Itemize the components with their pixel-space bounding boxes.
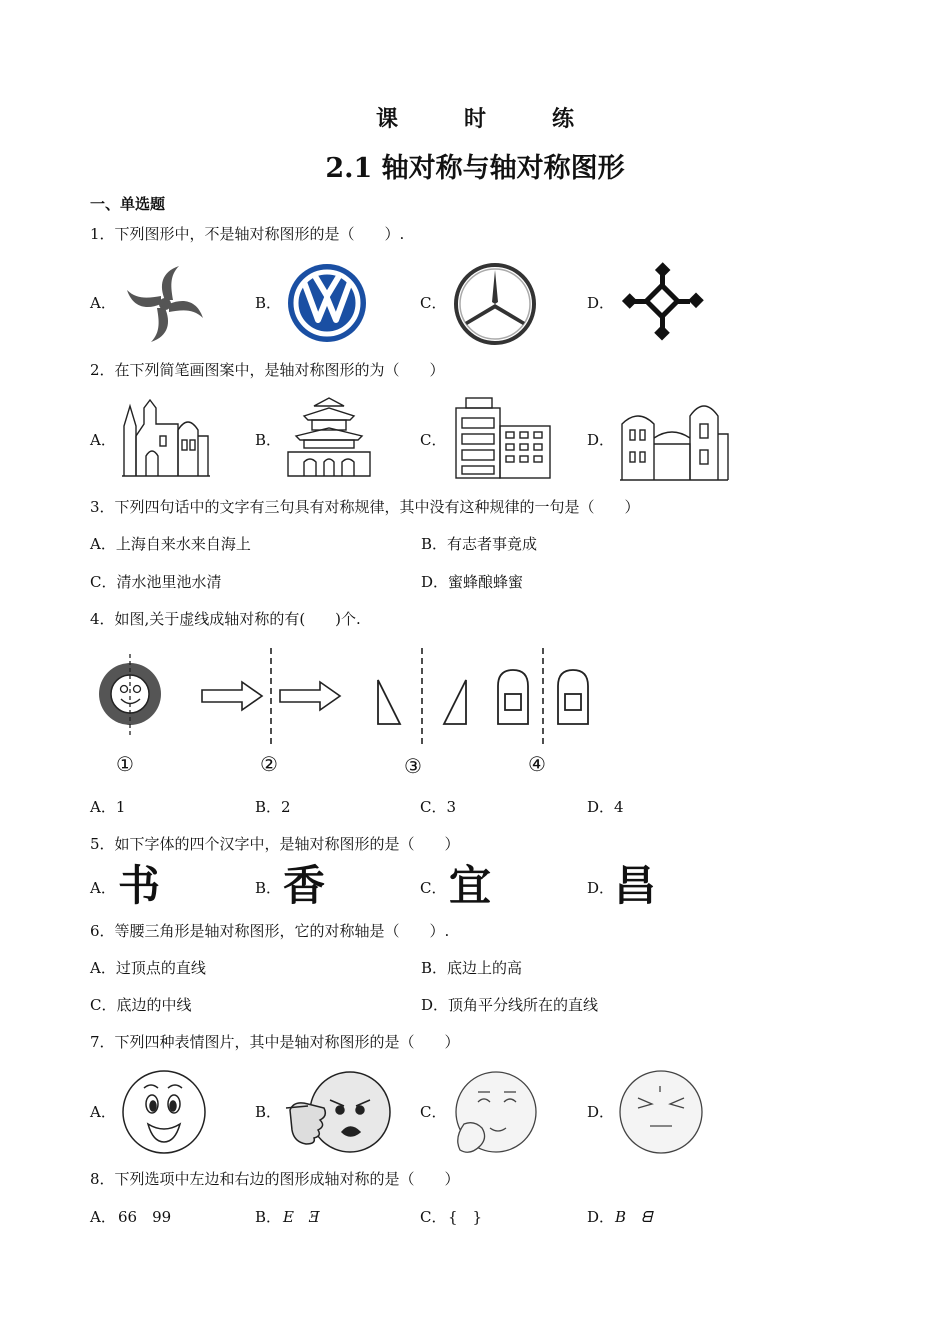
castle-sketch-icon [120, 396, 212, 482]
squinting-face-icon [616, 1068, 706, 1158]
q8-option-b-label[interactable]: B． [255, 1208, 282, 1226]
q5-option-c-label[interactable]: C． [420, 879, 447, 897]
q7-option-d-label[interactable]: D． [587, 1103, 615, 1121]
mercedes-logo-icon [452, 262, 538, 346]
section-heading: 一、单选题 [90, 195, 166, 213]
q1-option-c-label[interactable]: C． [420, 294, 447, 312]
pagoda-sketch-icon [284, 396, 374, 482]
q6-option-b[interactable]: B．底边上的高 [421, 959, 523, 977]
q1-option-d-label[interactable]: D． [587, 294, 615, 312]
triangles-figure [378, 648, 466, 744]
q4-option-b[interactable]: B．2 [255, 798, 291, 816]
q4-figure-label-4: ④ [528, 752, 546, 776]
question-3-stem: 3．下列四句话中的文字有三句具有对称规律，其中没有这种规律的一句是（ ） [90, 498, 640, 516]
pinwheel-icon [120, 262, 210, 346]
diamond-cross-icon [620, 262, 706, 342]
q4-figure-label-2: ② [260, 752, 278, 776]
q2-option-b-label[interactable]: B． [255, 431, 282, 449]
page-title: 课 时 练 [375, 106, 596, 132]
question-4-stem: 4．如图,关于虚线成轴对称的有( )个. [90, 610, 361, 628]
q2-option-c-label[interactable]: C． [420, 431, 447, 449]
q5-char-chang: 昌 [614, 861, 657, 910]
q6-option-c[interactable]: C．底边的中线 [90, 996, 192, 1014]
q4-option-c[interactable]: C．3 [420, 798, 457, 816]
q3-option-b[interactable]: B．有志者事竟成 [421, 535, 538, 553]
q3-option-d[interactable]: D．蜜蜂酿蜂蜜 [421, 573, 524, 591]
laughing-face-icon [450, 1068, 540, 1158]
arches-figure [498, 648, 588, 744]
q8-option-b-value: E Ǝ [283, 1208, 320, 1226]
q7-option-a-label[interactable]: A． [90, 1103, 116, 1121]
q7-option-c-label[interactable]: C． [420, 1103, 447, 1121]
q8-option-a-label[interactable]: A． [90, 1208, 116, 1226]
q8-option-c-label[interactable]: C． [420, 1208, 447, 1226]
q4-option-d[interactable]: D．4 [587, 798, 624, 816]
q2-option-d-label[interactable]: D． [587, 431, 615, 449]
question-8-stem: 8．下列选项中左边和右边的图形成轴对称的是（ ） [90, 1170, 460, 1188]
q8-option-c-value: { } [448, 1208, 483, 1226]
q5-option-a-label[interactable]: A． [90, 879, 116, 897]
office-building-sketch-icon [452, 396, 556, 482]
q3-option-a[interactable]: A．上海自来水来自海上 [90, 535, 251, 553]
bridge-towers-sketch-icon [618, 394, 730, 484]
smiling-face-icon [120, 1068, 208, 1156]
q6-option-d[interactable]: D．顶角平分线所在的直线 [421, 996, 599, 1014]
q7-option-b-label[interactable]: B． [255, 1103, 282, 1121]
question-1-stem: 1．下列图形中，不是轴对称图形的是（ ）. [90, 225, 405, 243]
lesson-title: 2.1 轴对称与轴对称图形 [325, 153, 625, 184]
q2-option-a-label[interactable]: A． [90, 431, 116, 449]
q8-option-d-label[interactable]: D． [587, 1208, 615, 1226]
q4-figure-label-3: ③ [404, 754, 422, 778]
q8-option-a-value: 66 99 [118, 1208, 172, 1226]
angry-pointing-face-icon [284, 1070, 396, 1160]
q5-char-yi: 宜 [449, 861, 492, 910]
q5-option-d-label[interactable]: D． [587, 879, 615, 897]
q5-char-shu: 书 [118, 861, 161, 910]
question-2-stem: 2．在下列简笔画图案中，是轴对称图形的为（ ） [90, 361, 445, 379]
q4-figure-label-1: ① [116, 752, 134, 776]
question-5-stem: 5．如下字体的四个汉字中，是轴对称图形的是（ ） [90, 835, 460, 853]
question-6-stem: 6．等腰三角形是轴对称图形，它的对称轴是（ ）. [90, 922, 450, 940]
ring-face-figure [99, 654, 161, 736]
q4-figure [96, 646, 606, 750]
arrows-figure [202, 648, 340, 744]
q1-option-a-label[interactable]: A． [90, 294, 116, 312]
q5-char-xiang: 香 [283, 861, 326, 910]
q5-option-b-label[interactable]: B． [255, 879, 282, 897]
q6-option-a[interactable]: A．过顶点的直线 [90, 959, 206, 977]
question-7-stem: 7．下列四种表情图片，其中是轴对称图形的是（ ） [90, 1033, 460, 1051]
q8-option-d-value: B ᗺ [615, 1208, 652, 1226]
q4-option-a[interactable]: A．1 [90, 798, 126, 816]
q1-option-b-label[interactable]: B． [255, 294, 282, 312]
vw-logo-icon [286, 262, 368, 344]
q3-option-c[interactable]: C．清水池里池水清 [90, 573, 222, 591]
